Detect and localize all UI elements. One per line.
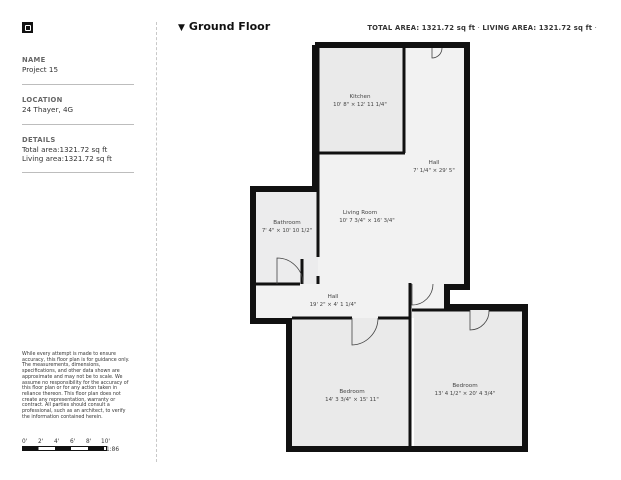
- room-label-hall: Hall: [327, 294, 339, 300]
- scale-tick-label: 8': [86, 439, 92, 445]
- details-label: DETAILS: [22, 136, 56, 144]
- room-dims-hall: 7' 1/4" × 29' 5": [413, 168, 455, 174]
- floor-area: [318, 48, 404, 152]
- room-label-bedroom: Bedroom: [339, 389, 365, 395]
- separator-dot: ·: [594, 24, 597, 32]
- living-area-detail: Living area:1321.72 sq ft: [22, 154, 112, 163]
- disclaimer-text: While every attempt is made to ensure accuracy, this floor plan is for guidance only. The measurements, dimensions, specifications, and other data shown are approximate and may not be to scale. We assume no responsibility for the accuracy of this floor plan or for any action taken in reliance thereon. This floor plan does not create any representation, warranty or contract. All parties should consult a professional, such as an architect, to verify the information contained herein.: [22, 352, 130, 420]
- scale-tick-label: 10': [101, 439, 110, 445]
- living-area-summary: LIVING AREA: 1321.72 sq ft: [482, 24, 593, 32]
- floor-area: [292, 318, 410, 446]
- floor-area: [414, 310, 522, 446]
- room-label-bathroom: Bathroom: [273, 220, 301, 226]
- floor-area: [256, 192, 318, 284]
- total-area-summary: TOTAL AREA: 1321.72 sq ft: [367, 24, 476, 32]
- room-dims-bedroom: 14' 3 3/4" × 15' 11": [325, 397, 379, 403]
- room-dims-kitchen: 10' 8" × 12' 11 1/4": [333, 102, 387, 108]
- room-label-hall: Hall: [428, 160, 440, 166]
- total-area-detail: Total area:1321.72 sq ft: [22, 145, 108, 154]
- floor-title-text: Ground Floor: [188, 20, 271, 33]
- scale-tick-label: 2': [38, 439, 44, 445]
- scale-tick-label: 6': [70, 439, 76, 445]
- room-dims-living-room: 10' 7 3/4" × 16' 3/4": [339, 218, 395, 224]
- room-dims-bathroom: 7' 4" × 10' 10 1/2": [261, 228, 313, 234]
- collapse-triangle-icon[interactable]: ▼: [178, 23, 185, 33]
- scale-ratio: 1:86: [106, 447, 120, 453]
- room-label-kitchen: Kitchen: [349, 94, 371, 100]
- room-label-living-room: Living Room: [342, 210, 378, 216]
- room-dims-bedroom: 13' 4 1/2" × 20' 4 3/4": [434, 391, 496, 397]
- location-value: 24 Thayer, 4G: [22, 105, 74, 114]
- name-value: Project 15: [22, 65, 59, 74]
- scale-tick-label: 4': [54, 439, 60, 445]
- room-label-bedroom: Bedroom: [452, 383, 478, 389]
- room-dims-hall: 19' 2" × 4' 1 1/4": [309, 302, 357, 308]
- location-label: LOCATION: [22, 96, 63, 104]
- name-label: NAME: [22, 56, 46, 64]
- separator-dot: ·: [477, 24, 480, 32]
- scale-tick-label: 0': [22, 439, 28, 445]
